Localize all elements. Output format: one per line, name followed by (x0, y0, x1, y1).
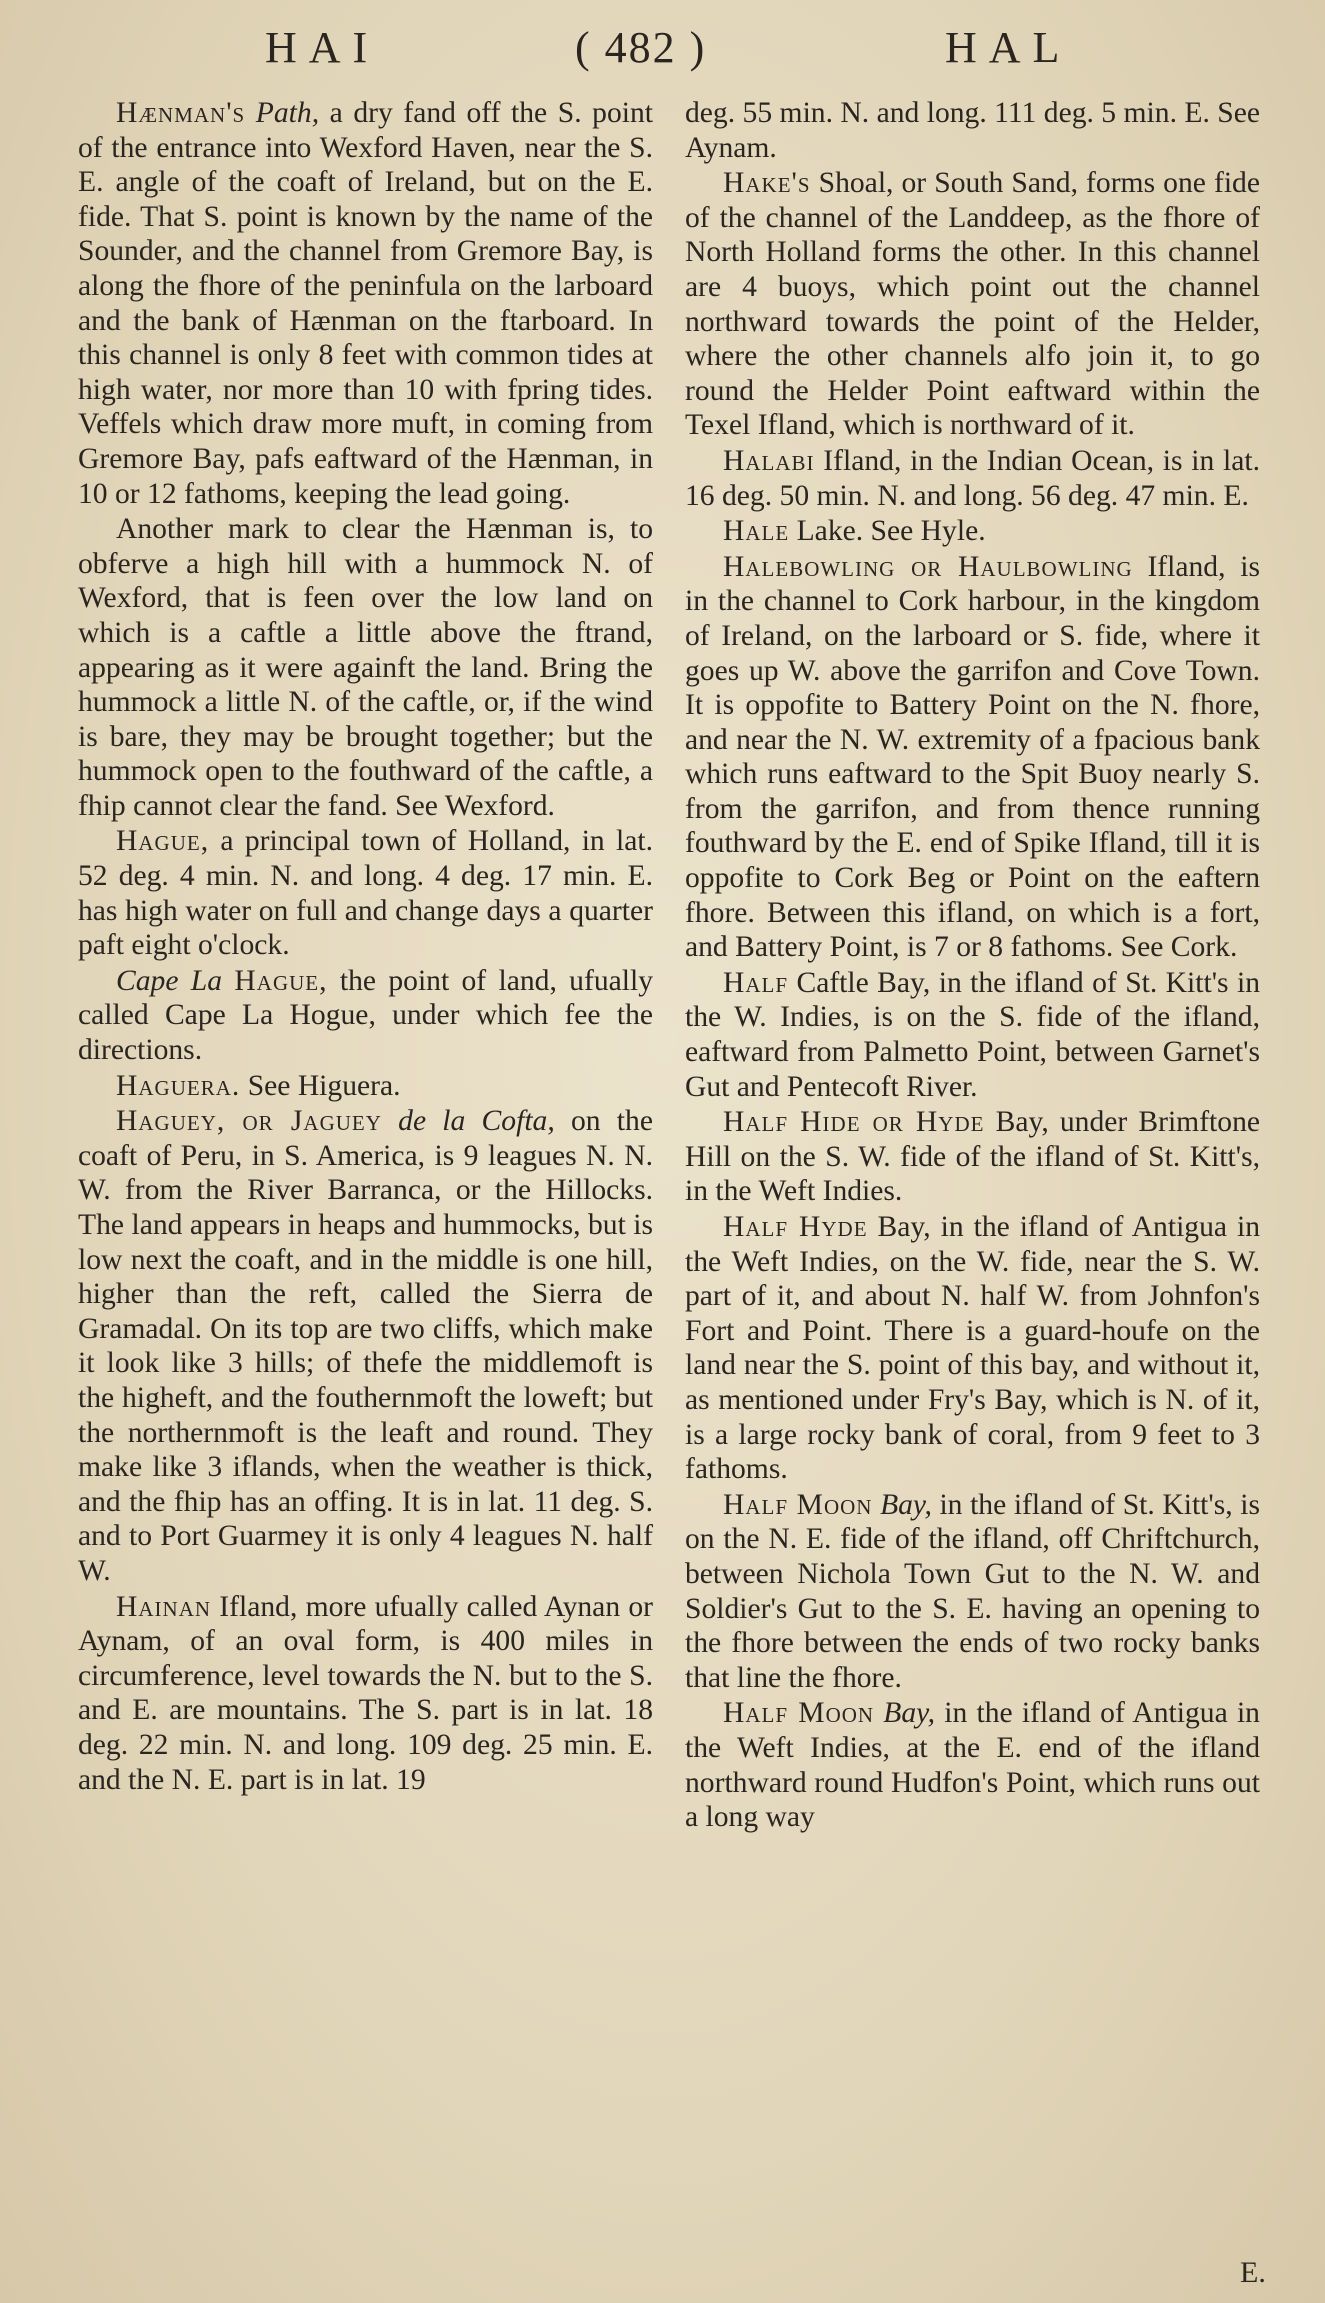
entry-text: Ifland, is in the channel to Cork harbour, in the kingdom of Ireland, on the larboard or S. fide, where it goes up W. above the garrifon and Cove Town. It is oppofite to Battery Point on the N. fhore, and near the N. W. extremity of a fpacious bank which runs eaftward to the Spit Buoy nearly S. from the garrifon, and from thence running fouthward by the E. end of Spike Ifland, till it is oppofite to Cork Beg or Point on the eaftern fhore. Between this ifland, on which is a fort, and Battery Point, is 7 or 8 fathoms. See Cork. (685, 550, 1260, 964)
entry (78, 1590, 653, 1798)
entry-continuation (685, 96, 1260, 165)
entry (685, 1210, 1260, 1487)
left-column (78, 96, 653, 1798)
entry-text: See Higuera. (247, 1069, 401, 1102)
entry (685, 1105, 1260, 1209)
entry (78, 1069, 653, 1104)
entry-head: Haguera. (116, 1069, 241, 1102)
entry-head: Hænman's (116, 97, 246, 129)
entry (78, 964, 653, 1068)
entry-text: a dry fand off the S. point of the entrance into Wexford Haven, near the S. E. angle of the coaft of Ireland, but on the E. fide. That S. point is known by the name of the Sounder, and the channel from Gremore Bay, is along the fhore of the peninfula on the larboard and the bank of Hænman on the ftarboard. In this channel is only 8 feet with common tides at high water, nor more than 10 with fpring tides. Veffels which draw more muft, in coming from Gremore Bay, pafs eaftward of the Hænman, in 10 or 12 fathoms, keeping the lead going. (78, 97, 653, 510)
entry-text: Caftle Bay, in the ifland of St. Kitt's in the W. Indies, is on the S. fide of the ifland, eaftward from Palmetto Point, between Garnet's Gut and Pentecoft River. (685, 966, 1260, 1103)
entry-head-italic: Cape La (116, 964, 223, 997)
entry-head: Haguey, or Jaguey (116, 1105, 382, 1138)
entry (685, 1696, 1260, 1834)
entry-head-italic: Path, (255, 97, 320, 129)
page-number: ( 482 ) (575, 23, 707, 72)
entry-text: Lake. See Hyle. (796, 515, 986, 548)
entry (685, 550, 1260, 965)
entry-head: Half (723, 966, 789, 999)
entry-head: Half Hyde (723, 1211, 868, 1243)
entry-head-italic: Bay, (883, 1697, 936, 1730)
entry (685, 444, 1260, 513)
entry-text: Bay, in the ifland of Antigua in the Weft Indies, on the W. fide, near the S. W. part of it, and about N. half W. from Johnfon's Fort and Point. There is a guard-houfe on the land near the S. point of this bay, and without it, as mentioned under Fry's Bay, which is N. of it, is a large rocky bank of coral, from 9 feet to 3 fathoms. (685, 1211, 1260, 1486)
catchword: E. (1240, 2256, 1266, 2289)
entry-text: deg. 55 min. N. and long. 111 deg. 5 min. E. See Aynam. (685, 97, 1260, 164)
entry-head: Half Hide or Hyde (723, 1106, 985, 1139)
entry-text: Ifland, more ufually called Aynan or Aynam, of an oval form, is 400 miles in circumference, level towards the N. but to the S. and E. are mountains. The S. part is in lat. 18 deg. 22 min. N. and long. 109 deg. 25 min. E. and the N. E. part is in lat. 19 (78, 1590, 654, 1796)
entry (78, 512, 653, 823)
entry (685, 514, 1260, 549)
entry-text: Another mark to clear the Hænman is, to obferve a high hill with a hummock N. of Wexford, that is feen over the low land on which is a caftle a little above the ftrand, appearing as it were againft the land. Bring the hummock a little N. of the caftle, or, if the wind is bare, they may be brought together; but the hummock open to the fouthward of the caftle, a fhip cannot clear the fand. See Wexford. (78, 513, 653, 822)
entry-head: Half Moon (723, 1488, 873, 1521)
entry-head: Halebowling or Haulbowling (723, 550, 1133, 583)
entry-head: Hainan (116, 1590, 212, 1623)
entry (685, 1488, 1260, 1696)
entry-text: in the ifland of St. Kitt's, is on the N. E. fide of the ifland, off Chriftchurch, between Nichola Town Gut to the N. W. and Soldier's Gut to the S. E. having an opening to the fhore between the ends of two rocky banks that line the fhore. (685, 1488, 1260, 1694)
entry-head-italic: Bay, (880, 1488, 932, 1521)
entry-text: in the ifland of Antigua in the Weft Indies, at the E. end of the ifland northward round Hudfon's Point, which runs out a long way (685, 1697, 1260, 1834)
entry-text: Ifland, in the Indian Ocean, is in lat. 16 deg. 50 min. N. and long. 56 deg. 47 min. E. (685, 444, 1260, 512)
entry (78, 96, 653, 511)
entry-head: Hague, (234, 964, 328, 997)
entry-text: a principal town of Holland, in lat. 52 deg. 4 min. N. and long. 4 deg. 17 min. E. has high water on full and change days a quarter paft eight o'clock. (78, 825, 653, 962)
entry-text: Shoal, or South Sand, forms one fide of the channel of the Landdeep, as the fhore of North Holland forms the other. In this channel are 4 buoys, which point out the channel northward towards the point of the Helder, where the other channels alfo join it, to go round the Helder Point eaftward within the Texel Ifland, which is northward of it. (685, 167, 1260, 442)
right-column (685, 96, 1260, 1836)
entry-head: Half Moon (723, 1697, 875, 1730)
entry-text: on the coaft of Peru, in S. America, is 9 leagues N. N. W. from the River Barranca, or the Hillocks. The land appears in heaps and hummocks, but is low next the coaft, and in the middle is one hill, higher than the reft, called the Sierra de Gramadal. On its top are two cliffs, which make it look like 3 hills; of thefe the middlemoft is the higheft, and the fouthernmoft the loweft; but the northernmoft is the leaft and round. They make like 3 iflands, when the weather is thick, and the fhip has an offing. It is in lat. 11 deg. S. and to Port Guarmey it is only 4 leagues N. half W. (78, 1105, 653, 1587)
header-left: HAI (265, 23, 380, 72)
entry-head-italic: de la Cofta, (398, 1105, 555, 1138)
entry (685, 166, 1260, 443)
entry-head: Halabi (723, 444, 815, 477)
entry (78, 824, 653, 962)
entry (685, 966, 1260, 1104)
header-right: HAL (945, 23, 1072, 72)
entry (78, 1104, 653, 1588)
entry-text: Bay, under Brimftone Hill on the S. W. fide of the ifland of St. Kitt's, in the Weft Indies. (685, 1106, 1260, 1208)
entry-head: Hale (723, 515, 790, 548)
entry-head: Hague, (116, 825, 210, 858)
running-header (0, 22, 1325, 92)
entry-text: the point of land, ufually called Cape La Hogue, under which fee the directions. (78, 964, 654, 1067)
entry-head: Hake's (723, 167, 811, 200)
